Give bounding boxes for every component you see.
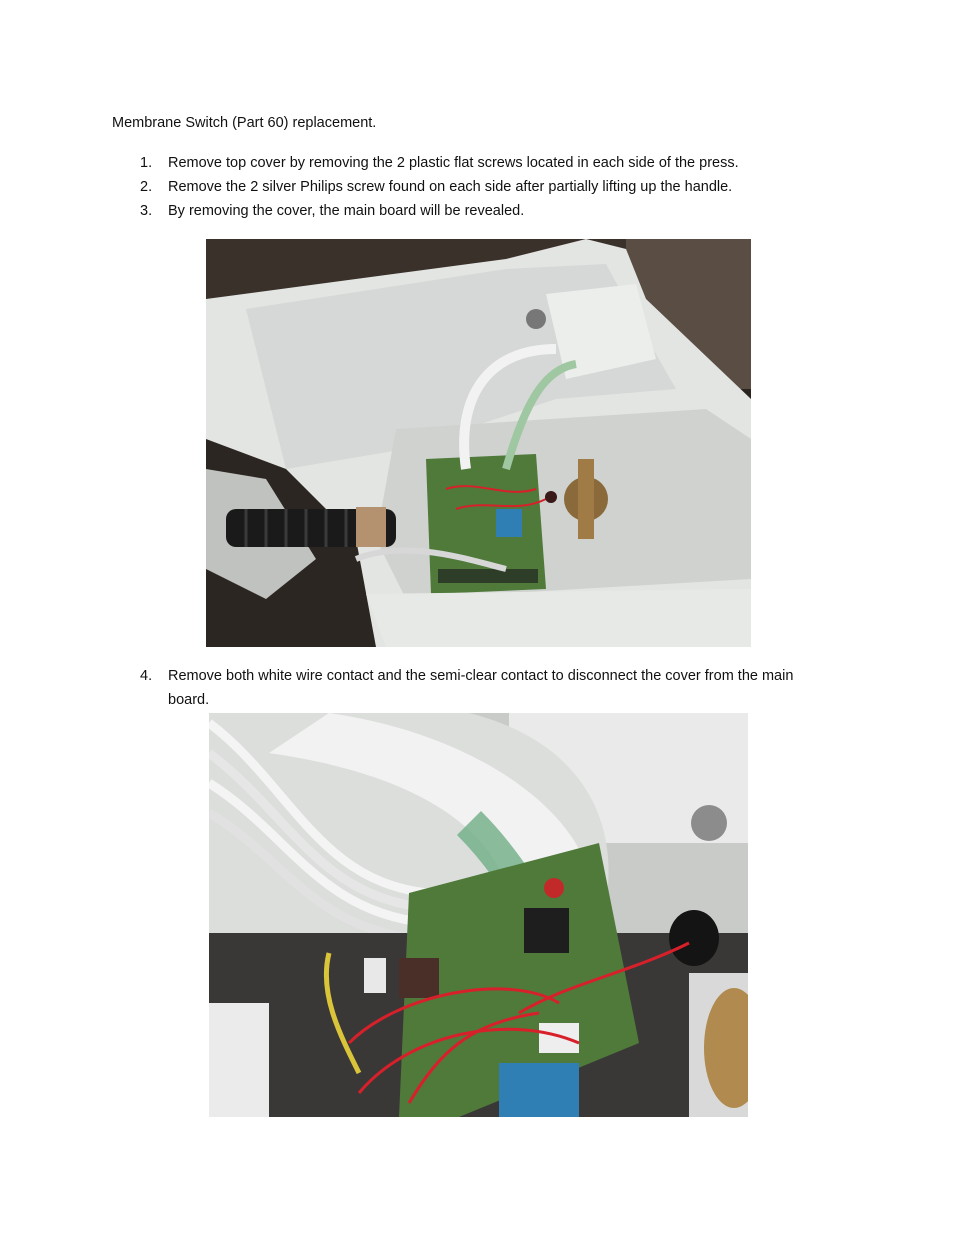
step-text: Remove top cover by removing the 2 plastic flat screws located in each side of the press. [168,155,739,171]
step-number: 1. [140,155,153,171]
photo-main-board-revealed [206,239,751,647]
step-text: By removing the cover, the main board will be revealed. [168,203,525,219]
page-heading: Membrane Switch (Part 60) replacement. [112,115,377,131]
step-3 [140,199,828,223]
step-number: 4. [140,668,153,684]
step-text: Remove the 2 silver Philips screw found on each side after partially lifting up the handle. [168,179,733,195]
step-number: 3. [140,203,153,219]
step-4 [140,664,828,712]
step-1 [140,151,828,175]
step-2 [140,175,828,199]
step-number: 2. [140,179,153,195]
step-text: Remove both white wire contact and the semi-clear contact to disconnect the cover from the main board. [168,668,794,708]
photo-connectors-closeup [209,713,748,1117]
